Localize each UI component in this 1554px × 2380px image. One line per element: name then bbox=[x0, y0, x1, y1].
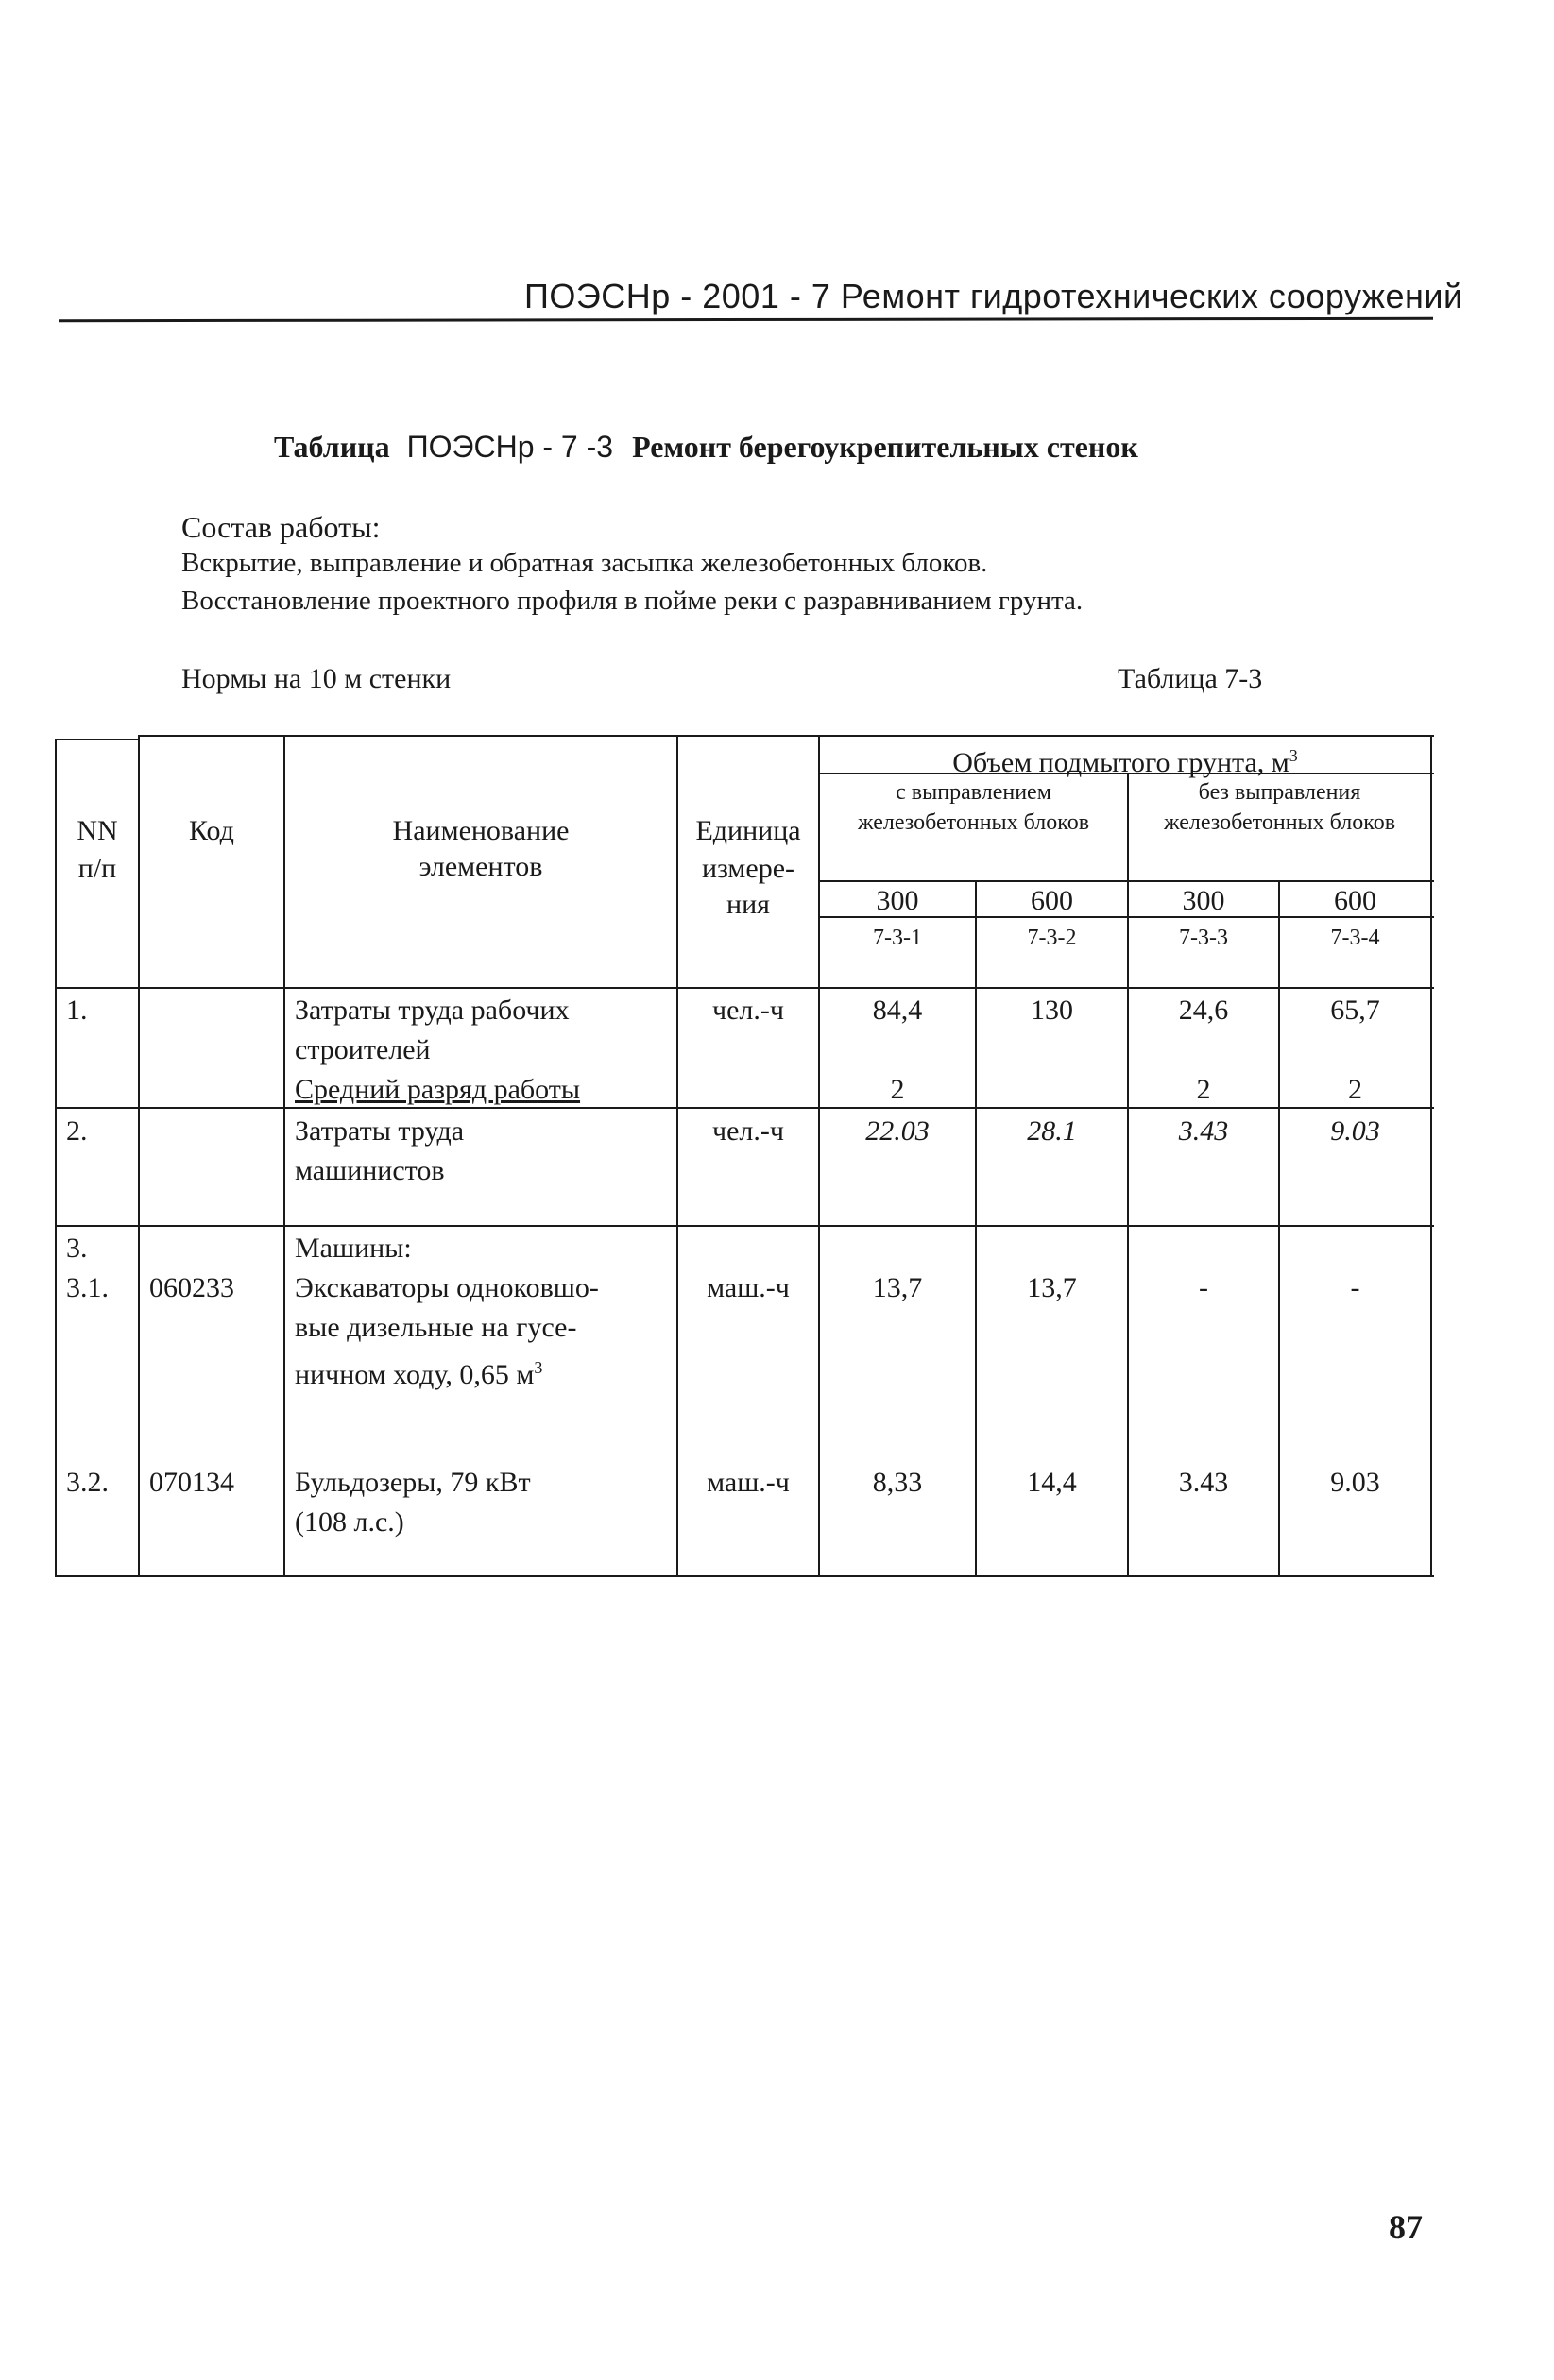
table-title-name: Ремонт берегоукрепительных стенок bbox=[632, 430, 1138, 464]
header-group-with-1: с выправлением bbox=[896, 780, 1051, 805]
row-value: 14,4 bbox=[1027, 1467, 1077, 1498]
row-name-line: Затраты труда bbox=[295, 1115, 465, 1147]
table-rule bbox=[55, 987, 1434, 989]
row-name-line: Средний разряд работы bbox=[295, 1074, 581, 1105]
row-unit: чел.-ч bbox=[712, 1115, 784, 1147]
row-value: 3.43 bbox=[1178, 1467, 1229, 1498]
header-volume-600-a: 600 bbox=[1031, 885, 1073, 916]
row-value: 22.03 bbox=[865, 1115, 930, 1147]
row-value: 24,6 bbox=[1178, 994, 1229, 1026]
row-code: 060233 bbox=[149, 1272, 234, 1303]
row-grade: 2 bbox=[1348, 1074, 1362, 1105]
table-rule bbox=[138, 735, 140, 1577]
row-name-line: вые дизельные на гусе- bbox=[295, 1312, 577, 1343]
norms-basis: Нормы на 10 м стенки bbox=[181, 663, 452, 694]
table-title-code: ПОЭСНр - 7 -3 bbox=[406, 430, 614, 464]
row-unit: маш.-ч bbox=[707, 1272, 790, 1303]
row-name-line: (108 л.с.) bbox=[295, 1506, 404, 1538]
row-nn: 3. bbox=[66, 1232, 88, 1264]
row-name-line: Бульдозеры, 79 кВт bbox=[295, 1467, 531, 1498]
header-nn-2: п/п bbox=[77, 853, 117, 884]
header-code-7-3-4: 7-3-4 bbox=[1330, 926, 1380, 950]
row-value: 28.1 bbox=[1027, 1115, 1077, 1147]
header-volume-sup: 3 bbox=[1289, 746, 1298, 765]
header-name-2: элементов bbox=[418, 851, 543, 882]
row-name-line: Затраты труда рабочих bbox=[295, 994, 570, 1026]
row-code: 070134 bbox=[149, 1467, 234, 1498]
row-unit: чел.-ч bbox=[712, 994, 784, 1026]
header-code-7-3-3: 7-3-3 bbox=[1179, 926, 1228, 950]
row-value: 8,33 bbox=[872, 1467, 923, 1498]
running-header: ПОЭСНр - 2001 - 7 Ремонт гидротехнических сооружений bbox=[524, 277, 1463, 315]
page-number: 87 bbox=[1389, 2208, 1423, 2246]
header-volume-text: Объем подмытого грунта, м bbox=[952, 747, 1289, 778]
table-title bbox=[274, 430, 1138, 465]
header-code: Код bbox=[189, 815, 234, 846]
row-value: - bbox=[1350, 1272, 1360, 1303]
table-rule bbox=[818, 735, 820, 1577]
row-name-sup: 3 bbox=[534, 1358, 543, 1377]
row-name-line: строителей bbox=[295, 1034, 431, 1065]
header-volume bbox=[820, 737, 1430, 782]
table-rule bbox=[55, 1225, 1434, 1227]
row-grade: 2 bbox=[1196, 1074, 1211, 1105]
row-grade: 2 bbox=[890, 1074, 905, 1105]
row-value: 9.03 bbox=[1330, 1467, 1380, 1498]
header-unit-3: ния bbox=[726, 889, 770, 920]
row-nn: 3.1. bbox=[66, 1272, 109, 1303]
row-name-text: ничном ходу, 0,65 м bbox=[295, 1359, 535, 1390]
header-code-7-3-2: 7-3-2 bbox=[1027, 926, 1077, 950]
row-nn: 1. bbox=[66, 994, 88, 1026]
header-unit-2: измере- bbox=[701, 853, 795, 884]
header-code-7-3-1: 7-3-1 bbox=[873, 926, 922, 950]
row-value: 130 bbox=[1031, 994, 1073, 1026]
row-name-line: машинистов bbox=[295, 1155, 445, 1186]
row-nn: 2. bbox=[66, 1115, 88, 1147]
row-nn: 3.2. bbox=[66, 1467, 109, 1498]
row-value: 3.43 bbox=[1178, 1115, 1229, 1147]
header-unit-1: Единица bbox=[695, 815, 801, 846]
row-value: 65,7 bbox=[1330, 994, 1380, 1026]
row-name-line bbox=[295, 1349, 542, 1394]
table-title-label: Таблица bbox=[274, 430, 390, 464]
header-rule bbox=[59, 317, 1433, 323]
row-unit: маш.-ч bbox=[707, 1467, 790, 1498]
header-name-1: Наименование bbox=[392, 815, 570, 846]
row-value: 84,4 bbox=[872, 994, 923, 1026]
work-line-2: Восстановление проектного профиля в пойме реки с разравниванием грунта. bbox=[181, 586, 1084, 616]
row-value: 13,7 bbox=[872, 1272, 923, 1303]
header-volume-300-b: 300 bbox=[1182, 885, 1225, 916]
table-reference: Таблица 7-3 bbox=[1118, 663, 1263, 694]
header-group-with-2: железобетонных блоков bbox=[857, 810, 1090, 835]
work-composition-label: Состав работы: bbox=[181, 510, 381, 544]
header-nn-1: NN bbox=[77, 815, 118, 846]
table-rule bbox=[55, 1575, 1434, 1577]
row-name-line: Экскаваторы одноковшо- bbox=[295, 1272, 599, 1303]
row-name-line: Машины: bbox=[295, 1232, 412, 1264]
table-rule bbox=[55, 739, 140, 740]
header-volume-300-a: 300 bbox=[876, 885, 919, 916]
work-line-1: Вскрытие, выправление и обратная засыпка железобетонных блоков. bbox=[181, 548, 988, 578]
row-value: 9.03 bbox=[1330, 1115, 1380, 1147]
header-volume-600-b: 600 bbox=[1334, 885, 1376, 916]
table-rule bbox=[1430, 735, 1432, 1577]
header-group-without-1: без выправления bbox=[1198, 780, 1361, 805]
row-value: 13,7 bbox=[1027, 1272, 1077, 1303]
header-group-without-2: железобетонных блоков bbox=[1163, 810, 1396, 835]
row-value: - bbox=[1199, 1272, 1208, 1303]
